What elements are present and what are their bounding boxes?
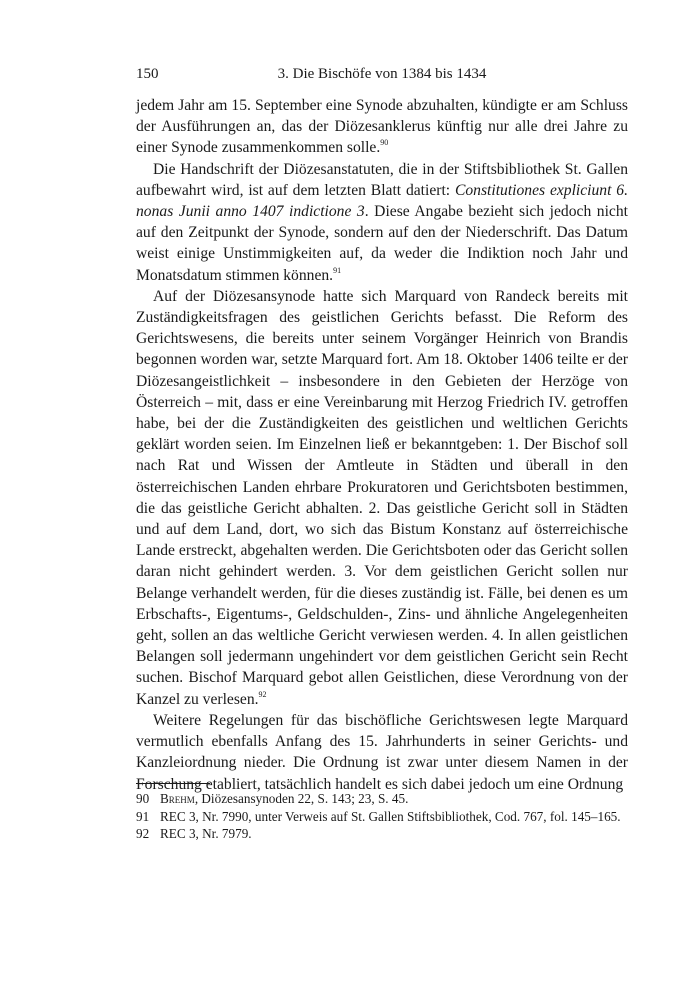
footnote-ref-91: 91 <box>333 265 342 275</box>
page-number: 150 <box>136 66 159 82</box>
footnote-text: , Diözesansynoden 22, S. 143; 23, S. 45. <box>194 791 409 806</box>
paragraph-2-text-a: Die Handschrift der Diözesanstatuten, die in der Stiftsbibliothek St. Gallen aufbewahrt wird, ist auf dem letzten Blatt datiert: <box>136 160 628 199</box>
footnote-text: REC 3, Nr. 7990, unter Verweis auf St. Gallen Stiftsbibliothek, Cod. 767, fol. 145–165. <box>160 808 621 824</box>
footnote-ref-90: 90 <box>380 138 389 148</box>
footnote-number: 90 <box>136 791 150 806</box>
paragraph-4-text: Weitere Regelungen für das bischöfliche Gerichtswesen legte Marquard vermutlich ebenfalls Anfang des 15. Jahrhunderts in seiner Gerichts- und Kanzleiordnung nieder. Die Ordnung ist zwar unter diesem Namen in der Forschung etabliert, tatsächlich handelt es sich dabei jedoch um eine Ordnung <box>136 711 628 793</box>
body-text <box>136 95 628 795</box>
footnote-author: Brehm <box>160 791 195 806</box>
footnote-text: REC 3, Nr. 7979. <box>160 826 252 841</box>
footnote-91 <box>136 808 628 826</box>
footnotes <box>136 790 628 843</box>
paragraph-4 <box>136 710 628 795</box>
paragraph-2 <box>136 159 628 286</box>
footnote-ref-92: 92 <box>258 689 267 699</box>
paragraph-3 <box>136 286 628 710</box>
footnote-92 <box>136 825 628 843</box>
paragraph-3-text: Auf der Diözesansynode hatte sich Marquard von Randeck bereits mit Zuständigkeitsfragen des geistlichen Gerichts befasst. Die Reform des Gerichtswesens, die bereits unter seinem Vorgänger Heinrich von Brandis begonnen worden war, setzte Marquard fort. Am 18. Oktober 1406 teilte er der Diözesangeistlichkeit – insbesondere in den Gebieten der Herzöge von Österreich – mit, dass er eine Vereinbarung mit Herzog Friedrich IV. getroffen habe, bei der die Zuständigkeiten des geistlichen und weltlichen Gerichts geklärt worden seien. Im Einzelnen ließ er bekanntgeben: 1. Der Bischof soll nach Rat und Wissen der Amtleute in Städten und überall in den österreichischen Landen ehrbare Prokuratoren und Gerichtsboten bestimmen, die das geistliche Gericht abhalten. 2. Das geistliche Gericht soll in Städten und auf dem Land, dort, wo sich das Bistum Konstanz auf österreichische Lande erstreckt, abgehalten werden. Die Gerichtsboten oder das Gericht sollen daran nicht gehindert werden. 3. Vor dem geistlichen Gericht sollen nur Belange verhandelt werden, für die dieses zuständig ist. Fälle, bei denen es um Erbschafts-, Eigentums-, Geldschulden-, Zins- und ähnliche Angelegenheiten geht, sollen an das weltliche Gericht verwiesen werden. 4. In allen geistlichen Belangen soll jedermann ungehindert vor dem geistlichen Gericht sein Recht suchen. Bischof Marquard gebot allen Geistlichen, diese Verordnung von der Kanzel zu verlesen. <box>136 287 628 708</box>
paragraph-1-text: jedem Jahr am 15. September eine Synode abzuhalten, kündigte er am Schluss der Ausführungen an, das der Diözesanklerus künftig nur alle drei Jahre zu einer Synode zusammenkommen solle. <box>136 97 628 157</box>
footnote-divider <box>136 783 210 784</box>
running-title: 3. Die Bischöfe von 1384 bis 1434 <box>277 66 487 82</box>
footnote-number: 92 <box>136 826 150 841</box>
latin-quote: Constitutiones expliciunt 6. nonas Junii anno 1407 indictione 3 <box>136 181 628 221</box>
paragraph-1 <box>136 95 628 159</box>
footnote-90 <box>136 790 628 808</box>
page-header <box>136 64 628 84</box>
paragraph-2-text-b: . Diese Angabe bezieht sich jedoch nicht auf den Zeitpunkt der Synode, sondern auf den der Niederschrift. Das Datum weist einige Unstimmigkeiten auf, da weder die Indiktion noch Jahr und Monatsdatum stimmen können. <box>136 203 628 284</box>
footnote-number: 91 <box>136 808 150 824</box>
